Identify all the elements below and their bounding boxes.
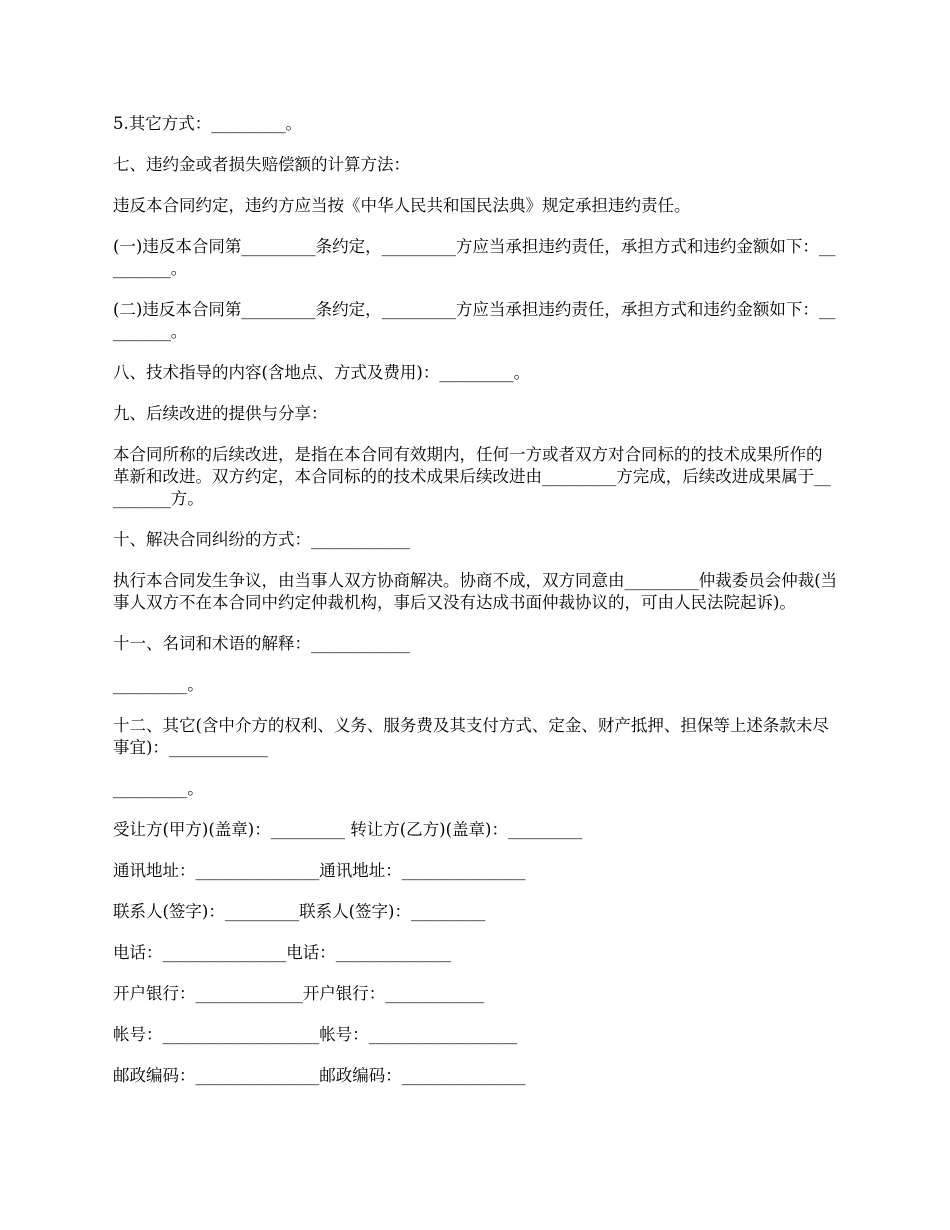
section-9-heading: 九、后续改进的提供与分享：	[113, 404, 328, 423]
signature-bank-line: 开户银行：_____________开户银行：____________	[113, 984, 485, 1003]
section-12-heading: 十二、其它(含中介方的权利、义务、服务费及其支付方式、定金、财产抵押、担保等上述条款未尽事宜)：____________	[113, 716, 829, 757]
section-12-blank: _________。	[113, 779, 204, 798]
section-11-blank: _________。	[113, 675, 204, 694]
section-7-intro: 违反本合同约定，违约方应当按《中华人民共和国民法典》规定承担违约责任。	[113, 196, 691, 215]
section-9-body: 本合同所称的后续改进，是指在本合同有效期内，任何一方或者双方对合同标的的技术成果所作的革新和改进。双方约定，本合同标的的技术成果后续改进由_________方完成，后续改进成果属于_________方。	[113, 445, 831, 508]
document-body	[113, 113, 838, 1106]
section-7-item-2: (二)违反本合同第_________条约定，_________方应当承担违约责任，承担方式和违约金额如下：_________。	[113, 300, 836, 341]
signature-address-line: 通讯地址：_______________通讯地址：_______________	[113, 861, 526, 880]
section-10-body: 执行本合同发生争议，由当事人双方协商解决。协商不成，双方同意由_________仲裁委员会仲裁(当事人双方不在本合同中约定仲裁机构，事后又没有达成书面仲裁协议的，可由人民法院起诉)。	[113, 571, 838, 612]
signature-contact-line: 联系人(签字)：_________联系人(签字)：_________	[113, 902, 486, 921]
signature-party-line: 受让方(甲方)(盖章)：_________ 转让方(乙方)(盖章)：_________	[113, 820, 583, 839]
signature-phone-line: 电话：_______________电话：______________	[113, 943, 452, 962]
section-10-heading: 十、解决合同纠纷的方式：____________	[113, 530, 410, 549]
section-7-heading: 七、违约金或者损失赔偿额的计算方法：	[113, 155, 410, 174]
section-11-heading: 十一、名词和术语的解释：____________	[113, 634, 410, 653]
signature-account-line: 帐号：___________________帐号：__________________	[113, 1025, 518, 1044]
clause-other-method: 5.其它方式：_________。	[113, 114, 302, 133]
section-8-heading: 八、技术指导的内容(含地点、方式及费用)：_________。	[113, 363, 531, 382]
signature-postcode-line: 邮政编码：_______________邮政编码：_______________	[113, 1066, 526, 1085]
section-7-item-1: (一)违反本合同第_________条约定，_________方应当承担违约责任，承担方式和违约金额如下：_________。	[113, 237, 836, 278]
